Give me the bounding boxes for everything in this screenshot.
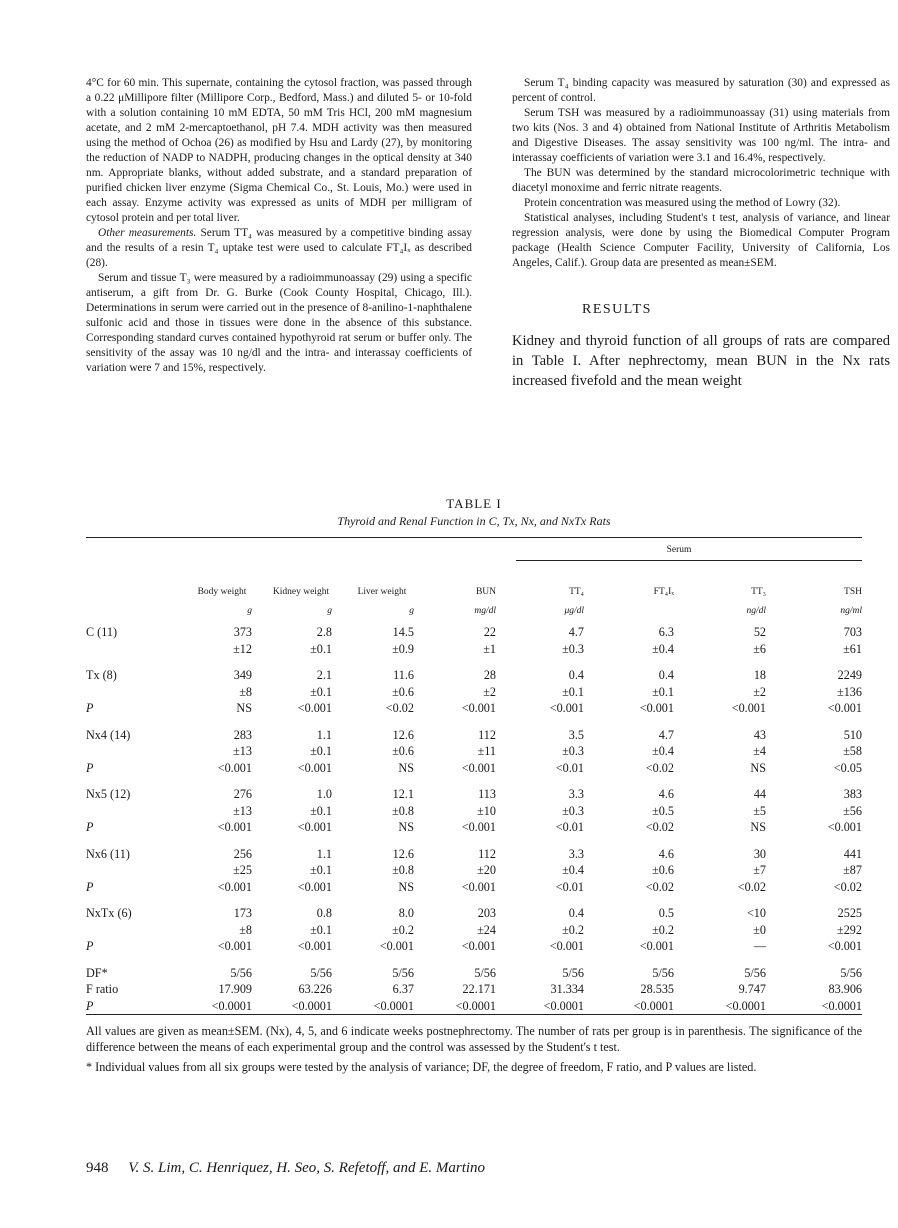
row-label: Nx6 (11) (86, 846, 130, 861)
row-label (86, 641, 174, 658)
table-cell: 113 (478, 787, 496, 801)
group-sem-row (86, 743, 862, 760)
table-cell: ±0 (753, 922, 766, 937)
row-label: DF* (86, 965, 108, 980)
paragraph: 4°C for 60 min. This supernate, containing the cytosol fraction, was passed through a 0.22 μMillipore filter (Millipore Corp., Bedford, Mass.) and diluted 5- or 10-fold with a solution containing 10 mM EDTA, 50 mM Tris HCl, 200 mM magnesium acetate, and 2 mM 2-mercaptoethanol, pH 7.4. MDH activity was then measured using the method of Ochoa (26) as modified by Hsu and Lardy (27), by monitoring the reduction of NADP to NADPH, producing changes in the optical density at 340 nm. Appropriate blanks, without added substrate, and a standard preparation of purified chicken liver enzyme (Sigma Chemical Co., St. Louis, Mo.) were used in each assay. Enzyme activity was expressed as units of MDH per milligram of cytosol protein and per total liver. (86, 77, 472, 224)
table-cell: 5/56 (840, 965, 862, 980)
table-cell: <0.02 (645, 760, 674, 775)
table-subtitle: Thyroid and Renal Function in C, Tx, Nx, and NxTx Rats (337, 514, 611, 528)
table-cell: NS (398, 760, 414, 775)
table-cell: 5/56 (310, 965, 332, 980)
anova-row (86, 981, 862, 998)
table-cell: ±2 (483, 684, 496, 699)
table-cell: <0.02 (737, 879, 766, 894)
table-cell: 44 (753, 787, 766, 801)
table-cell: <0.001 (731, 701, 766, 715)
unit-cell: ng/dl (746, 606, 766, 616)
table-cell: 28.535 (640, 982, 674, 996)
table-cell: <0.001 (461, 760, 496, 775)
table-cell: ±12 (233, 641, 252, 656)
table-cell: <0.0001 (291, 998, 332, 1013)
table-cell: 5/56 (392, 965, 414, 980)
unit-cell: g (327, 606, 332, 616)
spacer-row (86, 717, 862, 727)
table-cell: <0.001 (297, 939, 332, 953)
table-cell: <0.02 (833, 879, 862, 894)
table-cell: 22 (483, 625, 496, 639)
table-cell: ±0.1 (310, 863, 332, 877)
table-cell: <0.01 (555, 760, 584, 775)
paragraph: Serum TSH was measured by a radioimmunoassay (31) using materials from two kits (Nos. 3 and 4) obtained from National Institute of Arthritis Metabolism and Digestive Diseases. The assay sensitivity was 100 ng/ml. The intra- and interassay coefficients of variation were 3.1 and 16.4%, respectively. (512, 107, 890, 164)
table-cell: <0.001 (461, 879, 496, 894)
table-cell: ±56 (843, 803, 862, 818)
table-cell: ±8 (239, 922, 252, 937)
paragraph: Statistical analyses, including Student's t test, analysis of variance, and linear regression analysis, were done by using the Biomedical Computer Program package (Health Science Computer Facility, University of California, Los Angeles, Calif.). Group data are presented as mean±SEM. (512, 212, 890, 269)
table-cell: 0.8 (316, 906, 332, 920)
group-p-row (86, 819, 862, 836)
table-cell: ±0.2 (562, 922, 584, 937)
row-label: F ratio (86, 982, 119, 996)
unit-cell: ng/ml (840, 606, 862, 616)
table-cell: ±0.1 (310, 803, 332, 818)
table-cell: ±0.2 (652, 922, 674, 937)
table-cell: <0.0001 (543, 998, 584, 1013)
column-header: BUN (475, 587, 496, 597)
table-cell: ±136 (837, 684, 862, 699)
table-cell: 5/56 (230, 965, 252, 980)
group-mean-row (86, 846, 862, 863)
table-cell: 703 (843, 625, 862, 639)
section-heading: RESULTS (582, 302, 652, 317)
table-cell: <0.001 (379, 939, 414, 953)
table-cell: ±0.1 (652, 684, 674, 699)
table-cell: <0.001 (217, 760, 252, 775)
spacer-row (86, 836, 862, 846)
anova-row (86, 998, 862, 1015)
group-sem-row (86, 862, 862, 879)
table-cell: 43 (753, 727, 766, 742)
table-cell: 2525 (837, 906, 862, 920)
table-cell: 63.226 (298, 982, 332, 996)
table-cell: 12.1 (392, 787, 414, 801)
table-cell: <0.001 (297, 701, 332, 715)
row-label: Nx4 (14) (86, 727, 131, 742)
column-header: Body weight (197, 587, 247, 597)
table-cell: 4.7 (568, 625, 584, 639)
table-cell: ±61 (843, 641, 862, 656)
table-cell: 5/56 (562, 965, 584, 980)
group-mean-row (86, 624, 862, 641)
serum-rule (516, 560, 862, 561)
table-cell: 276 (233, 787, 252, 801)
table-cell: ±6 (753, 641, 766, 656)
data-table (86, 538, 862, 1014)
table-cell: 0.4 (568, 906, 584, 920)
table-cell: <0.001 (549, 701, 584, 715)
table-cell: ±13 (233, 744, 252, 758)
spacer-row (86, 776, 862, 786)
paragraph: Protein concentration was measured using the method of Lowry (32). (524, 197, 841, 209)
spacer-row (86, 955, 862, 965)
table-cell: 203 (477, 906, 496, 920)
table-cell: 28 (483, 668, 496, 682)
left-column (86, 76, 472, 376)
table-cell: ±13 (233, 803, 252, 818)
table-cell: 0.4 (568, 668, 584, 682)
group-p-row (86, 760, 862, 777)
paragraph: The BUN was determined by the standard microcolorimetric technique with diacetyl monoxime and ferric nitrate reagents. (512, 167, 890, 194)
table-cell: ±0.1 (310, 744, 332, 758)
table-cell: ±4 (753, 744, 766, 758)
table-container (86, 496, 862, 1079)
table-cell: 14.5 (392, 625, 414, 639)
table-cell: 173 (233, 906, 252, 920)
group-sem-row (86, 803, 862, 820)
table-cell: 12.6 (392, 846, 414, 861)
table-cell: 2.1 (316, 668, 332, 682)
table-cell: 349 (233, 668, 252, 682)
row-label (86, 803, 174, 820)
table-cell: 510 (843, 727, 862, 742)
table-cell: 12.6 (392, 727, 414, 742)
row-label: P (86, 820, 94, 834)
paragraph (86, 226, 472, 271)
table-cell: ±0.1 (310, 922, 332, 937)
table-cell: ±8 (239, 684, 252, 699)
section-lead: Other measurements. (98, 227, 197, 239)
table-cell: 18 (753, 668, 766, 682)
table-cell: NS (398, 879, 414, 894)
page-number: 948 (86, 1160, 109, 1176)
table-cell: 3.3 (568, 846, 584, 861)
table-cell: 1.0 (316, 787, 332, 801)
spacer-row (86, 895, 862, 905)
column-header: TT₄ (569, 587, 584, 597)
footnote: * Individual values from all six groups were tested by the analysis of variance; DF, the degree of freedom, F ratio, and P values are listed. (86, 1060, 757, 1074)
table-cell: NS (398, 820, 414, 834)
table-cell: NS (236, 701, 252, 715)
table-cell: ±292 (837, 922, 862, 937)
table-cell: 83.906 (828, 982, 862, 996)
table-cell: ±7 (753, 863, 766, 877)
unit-cell: g (247, 606, 252, 616)
row-label: P (86, 879, 94, 894)
table-cell: <0.001 (827, 939, 862, 953)
table-cell: 6.3 (658, 625, 674, 639)
table-cell: ±58 (843, 744, 862, 758)
table-cell: ±0.5 (652, 803, 674, 818)
table-cell: ±1 (483, 641, 496, 656)
group-mean-row (86, 727, 862, 744)
table-cell: ±24 (477, 922, 496, 937)
units-row (86, 598, 862, 624)
table-cell: NS (750, 760, 766, 775)
table-cell: 0.4 (658, 668, 674, 682)
group-sem-row (86, 641, 862, 658)
table-title: TABLE I (446, 496, 502, 511)
row-label: P (86, 998, 94, 1013)
table-cell: 373 (233, 625, 252, 639)
table-cell: <0.02 (385, 701, 414, 715)
table-cell: ±0.1 (310, 684, 332, 699)
row-label (86, 922, 174, 939)
table-cell: — (753, 939, 766, 953)
table-cell: 283 (233, 727, 252, 742)
table-cell: 22.171 (462, 982, 496, 996)
table-cell: <0.0001 (821, 998, 862, 1013)
table-cell: ±2 (753, 684, 766, 699)
table-cell: <0.0001 (455, 998, 496, 1013)
table-cell: ±0.6 (652, 863, 674, 877)
row-label (86, 684, 174, 701)
unit-cell: g (409, 606, 414, 616)
table-cell: 2.8 (316, 625, 332, 639)
table-cell: ±0.9 (392, 641, 414, 656)
table-cell: 6.37 (392, 982, 414, 996)
table-cell: 441 (843, 846, 862, 861)
table-cell: <0.001 (297, 879, 332, 894)
paragraph: Serum T₄ binding capacity was measured by saturation (30) and expressed as percent of control. (512, 77, 890, 104)
table-cell: <0.001 (297, 820, 332, 834)
column-header: TT₃ (751, 587, 766, 597)
table-cell: 30 (753, 846, 766, 861)
column-header: Kidney weight (272, 587, 330, 597)
table-cell: ±10 (477, 803, 496, 818)
table-cell: ±0.8 (392, 803, 414, 818)
table-cell: <0.02 (645, 879, 674, 894)
table-cell: 112 (478, 727, 496, 742)
table-cell: ±0.4 (652, 744, 674, 758)
right-column (512, 76, 890, 391)
table-cell: 112 (478, 846, 496, 861)
group-p-row (86, 879, 862, 896)
table-cell: 383 (843, 787, 862, 801)
serum-label: Serum (666, 545, 692, 555)
table-cell: ±20 (477, 863, 496, 877)
table-cell: <0.001 (217, 820, 252, 834)
table-cell: ±0.3 (562, 803, 584, 818)
table-cell: NS (750, 820, 766, 834)
page-footer (86, 1160, 485, 1177)
table-cell: <0.001 (827, 701, 862, 715)
table-cell: <0.001 (549, 939, 584, 953)
column-header: Liver weight (357, 587, 407, 597)
row-label: P (86, 760, 94, 775)
running-authors: V. S. Lim, C. Henriquez, H. Seo, S. Refetoff, and E. Martino (128, 1160, 486, 1176)
table-cell: ±0.1 (310, 641, 332, 656)
table-cell: 4.7 (658, 727, 674, 742)
table-cell: <0.001 (217, 879, 252, 894)
table-cell: <10 (746, 906, 766, 920)
table-cell: 9.747 (738, 982, 766, 996)
row-label: C (11) (86, 625, 118, 639)
table-cell: 5/56 (652, 965, 674, 980)
unit-cell: mg/dl (474, 606, 496, 616)
table-footnotes (86, 1023, 862, 1075)
table-cell: <0.01 (555, 879, 584, 894)
table-cell: 4.6 (658, 846, 674, 861)
table-cell: 3.3 (568, 787, 584, 801)
group-p-row (86, 938, 862, 955)
table-cell: ±0.3 (562, 744, 584, 758)
spacer-row (86, 657, 862, 667)
table-cell: 5/56 (744, 965, 766, 980)
table-cell: ±0.8 (392, 863, 414, 877)
table-bottom-rule (86, 1014, 862, 1015)
table-cell: <0.001 (461, 820, 496, 834)
table-cell: 1.1 (316, 727, 332, 742)
column-header: FT₄Iₓ (653, 587, 674, 597)
row-label: P (86, 939, 94, 953)
table-cell: 0.5 (658, 906, 674, 920)
results-paragraph: Kidney and thyroid function of all groups of rats are compared in Table I. After nephrectomy, mean BUN in the Nx rats increased fivefold and the mean weight (512, 333, 890, 389)
table-cell: <0.001 (461, 701, 496, 715)
table-cell: ±0.6 (392, 744, 414, 758)
table-cell: ±0.3 (562, 641, 584, 656)
table-cell: 1.1 (316, 846, 332, 861)
table-cell: <0.001 (297, 760, 332, 775)
row-label: P (86, 701, 94, 715)
table-cell: 11.6 (393, 668, 414, 682)
group-sem-row (86, 922, 862, 939)
table-cell: <0.0001 (725, 998, 766, 1013)
group-p-row (86, 700, 862, 717)
table-cell: ±5 (753, 803, 766, 818)
table-cell: 256 (233, 846, 252, 861)
group-mean-row (86, 786, 862, 803)
column-header: TSH (844, 587, 862, 597)
table-cell: 3.5 (568, 727, 584, 742)
paragraph-text: Serum TT₄ was measured by a competitive binding assay and the results of a resin T₄ uptake test were used to calculate FT₄Iₓ as described (28). (86, 227, 472, 269)
unit-cell (584, 598, 674, 624)
paragraph: Serum and tissue T₃ were measured by a radioimmunoassay (29) using a specific antiserum, a gift from Dr. G. Burke (Cook County Hospital, Chicago, Ill.). Determinations in serum were carried out in the presence of 8-anilino-1-naphthalene sulfonic acid and those in tissues were done in the absence of this substance. Corresponding standard curves contained hypothyroid rat serum or buffer only. The sensitivity of the assay was 10 ng/dl and the intra- and interassay coefficients of variation were 7 and 15%, respectively. (86, 272, 472, 374)
group-sem-row (86, 684, 862, 701)
row-label: NxTx (6) (86, 906, 132, 920)
table-cell: <0.0001 (633, 998, 674, 1013)
table-cell: ±11 (477, 744, 496, 758)
table-cell: <0.001 (461, 939, 496, 953)
anova-row (86, 965, 862, 982)
group-mean-row (86, 667, 862, 684)
table-cell: <0.001 (217, 939, 252, 953)
table-cell: <0.001 (827, 820, 862, 834)
table-cell: <0.001 (639, 701, 674, 715)
group-mean-row (86, 905, 862, 922)
table-cell: 17.909 (218, 982, 252, 996)
table-cell: ±25 (233, 863, 252, 877)
unit-cell: μg/dl (564, 606, 584, 616)
table-cell: ±0.2 (392, 922, 414, 937)
table-cell: 4.6 (658, 787, 674, 801)
row-label (86, 862, 174, 879)
table-cell: <0.05 (833, 760, 862, 775)
table-cell: ±0.4 (562, 863, 584, 877)
table-cell: ±0.6 (392, 684, 414, 699)
table-cell: <0.001 (639, 939, 674, 953)
table-cell: 2249 (837, 668, 862, 682)
row-label (86, 743, 174, 760)
table-cell: 52 (753, 625, 766, 639)
row-label: Tx (8) (86, 668, 117, 682)
table-cell: <0.0001 (373, 998, 414, 1013)
table-cell: 31.334 (550, 982, 584, 996)
table-cell: <0.01 (555, 820, 584, 834)
table-cell: ±0.1 (562, 684, 584, 699)
table-cell: 8.0 (398, 906, 414, 920)
table-cell: <0.02 (645, 820, 674, 834)
row-label: Nx5 (12) (86, 787, 131, 801)
table-cell: <0.0001 (211, 998, 252, 1013)
table-cell: ±87 (843, 863, 862, 877)
table-cell: ±0.4 (652, 641, 674, 656)
table-cell: 5/56 (474, 965, 496, 980)
footnote: All values are given as mean±SEM. (Nx), 4, 5, and 6 indicate weeks postnephrectomy. The number of rats per group is in parenthesis. The significance of the difference between the means of each experimental group and the control was assessed by the Student's t test. (86, 1024, 862, 1054)
